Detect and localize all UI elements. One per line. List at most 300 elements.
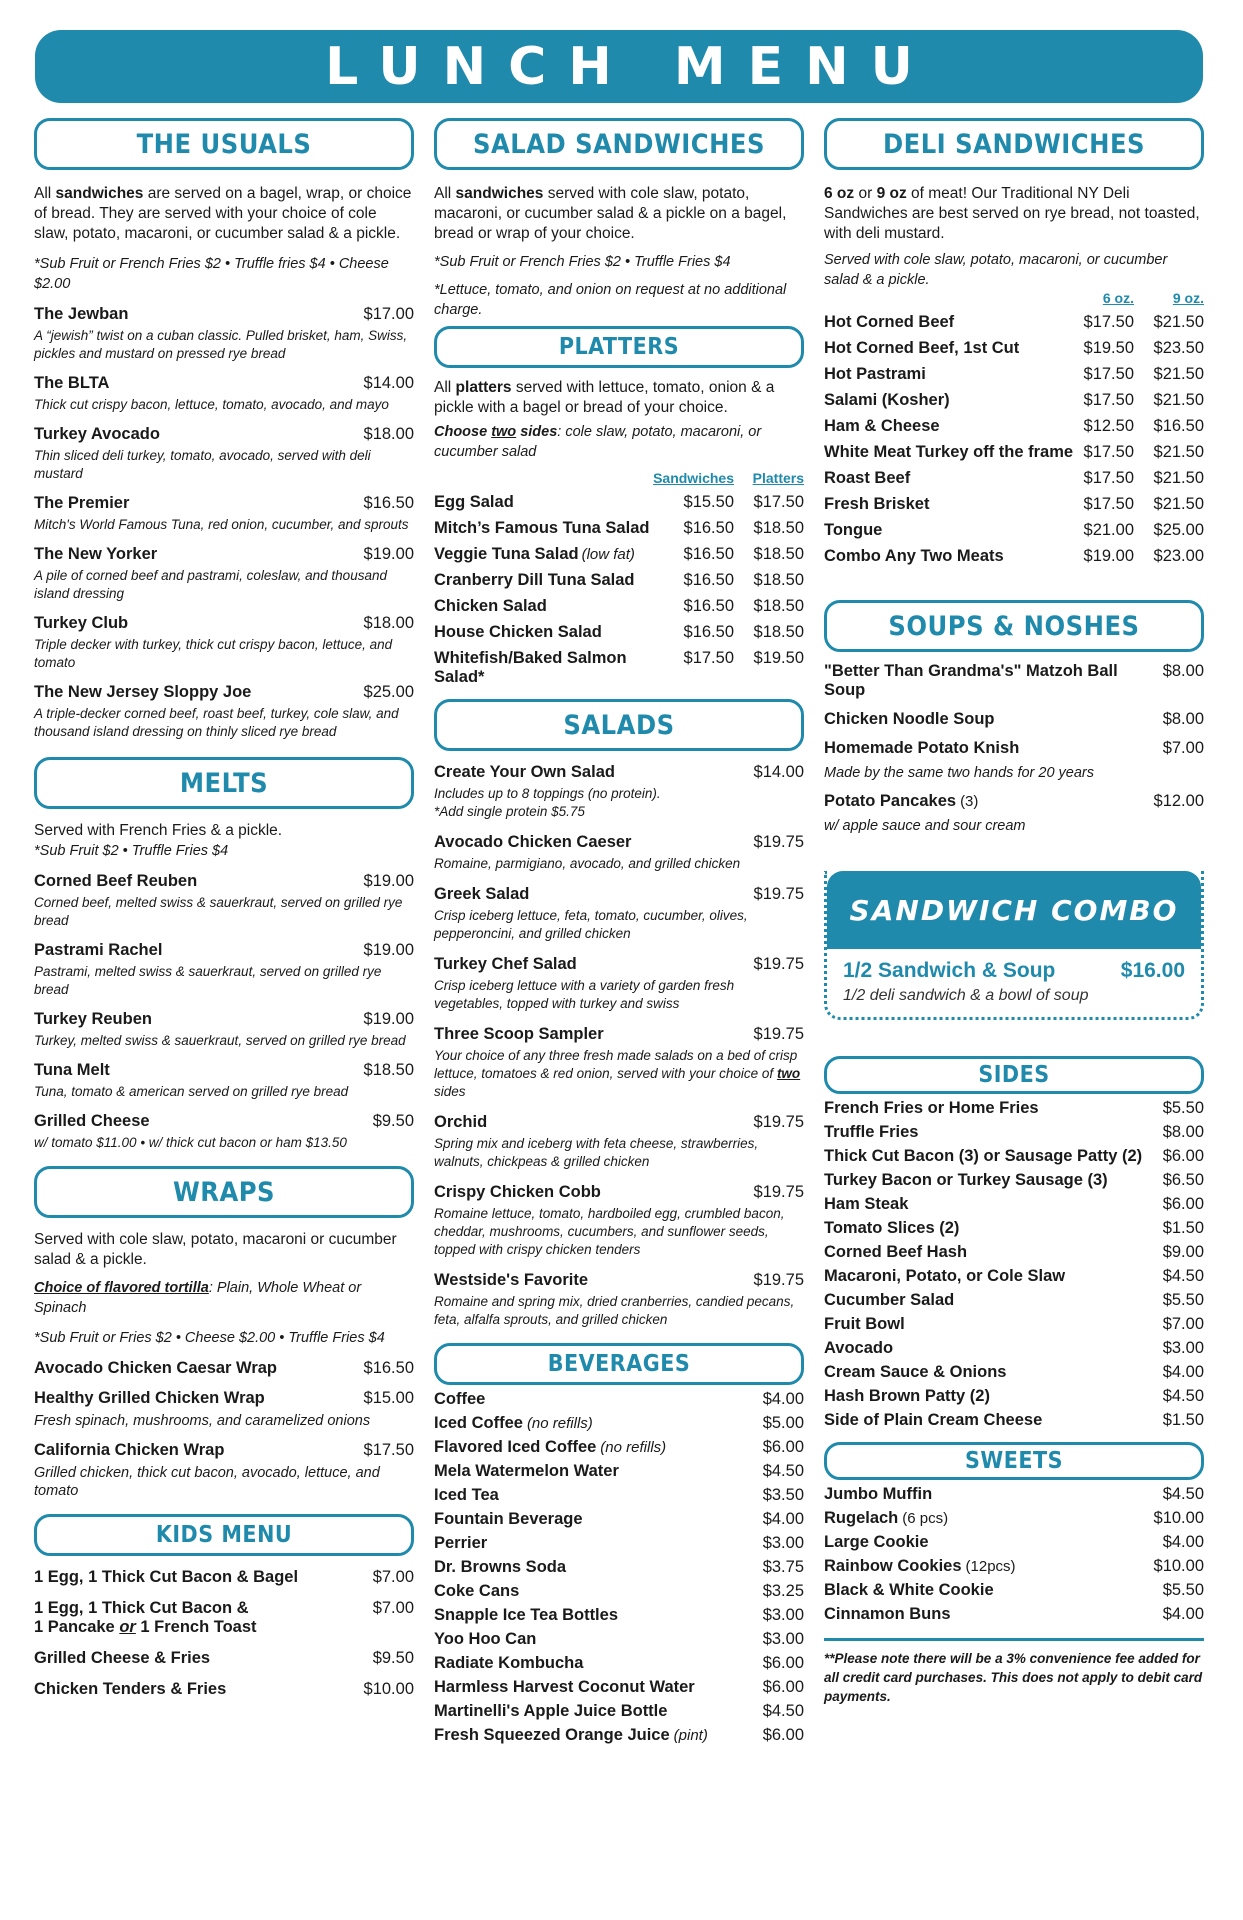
item-price-large: $18.50 [753, 597, 804, 615]
menu-item [434, 545, 804, 564]
item-row [34, 545, 414, 564]
item-name [434, 1414, 593, 1433]
item-name [824, 1339, 893, 1358]
item-price: $8.00 [1162, 662, 1204, 680]
item-price: $17.50 [363, 1441, 414, 1459]
beverages-heading: BEVERAGES [434, 1343, 804, 1385]
item-row [34, 374, 414, 393]
menu-item [434, 1654, 804, 1673]
item-price: $19.75 [753, 1025, 804, 1043]
deli-column-headers [824, 290, 1204, 306]
item-price: $12.00 [1153, 792, 1204, 810]
item-price: $8.00 [1162, 710, 1204, 728]
item-price: $6.00 [1162, 1147, 1204, 1165]
item-name-text: Avocado Chicken Caeser [434, 833, 632, 851]
item-name-text: Martinelli's Apple Juice Bottle [434, 1702, 668, 1720]
item-name [34, 1112, 150, 1131]
item-name-text: Thick Cut Bacon (3) or Sausage Patty (2) [824, 1147, 1143, 1165]
item-row [434, 1462, 804, 1481]
item-name [434, 1534, 487, 1553]
item-name [824, 1533, 929, 1552]
item-prices [1074, 339, 1204, 358]
item-name [434, 493, 514, 512]
menu-item [434, 1486, 804, 1505]
item-name [434, 649, 674, 687]
item-price: $3.00 [1162, 1339, 1204, 1357]
item-name-text: Ham & Cheese [824, 417, 940, 435]
column-left [34, 118, 414, 1699]
item-price-large: $18.50 [753, 623, 804, 641]
item-description-text: Pastrami, melted swiss & sauerkraut, served on grilled rye bread [34, 964, 382, 997]
item-name-text: Iced Coffee [434, 1414, 523, 1432]
item-name [824, 1315, 905, 1334]
item-description-text: Tuna, tomato & american served on grilled rye bread [34, 1084, 349, 1099]
item-name-line2 [34, 1618, 414, 1637]
item-name-text: Tomato Slices (2) [824, 1219, 960, 1237]
item-description-text: A “jewish” twist on a cuban classic. Pulled brisket, ham, Swiss, pickles and mustard on pressed rye bread [34, 328, 408, 361]
item-name-text: 1 Egg, 1 Thick Cut Bacon & [34, 1599, 249, 1617]
item-name [824, 1557, 1016, 1576]
menu-item [434, 623, 804, 642]
item-name [34, 494, 129, 513]
item-price-large: $21.50 [1153, 443, 1204, 461]
item-prices [1074, 469, 1204, 488]
item-name-text: Jumbo Muffin [824, 1485, 933, 1503]
item-qualifier: (no refills) [526, 1415, 593, 1432]
item-name [434, 1558, 566, 1577]
item-description-text: Thick cut crispy bacon, lettuce, tomato, avocado, and mayo [34, 397, 389, 412]
item-name-text: Hot Corned Beef, 1st Cut [824, 339, 1020, 357]
menu-item [34, 1599, 414, 1637]
item-price: $19.75 [753, 955, 804, 973]
item-name [434, 1183, 601, 1202]
menu-item [434, 1558, 804, 1577]
item-name [824, 547, 1004, 566]
item-name-text: Mitch’s Famous Tuna Salad [434, 519, 650, 537]
combo-name: 1/2 Sandwich & Soup [843, 959, 1056, 982]
item-row [824, 1605, 1204, 1624]
item-name-or: or [119, 1618, 136, 1636]
menu-item [434, 833, 804, 873]
menu-item [34, 1112, 414, 1152]
item-price-small: $16.50 [683, 597, 734, 615]
menu-item [824, 1557, 1204, 1576]
item-price: $14.00 [753, 763, 804, 781]
menu-item [434, 1582, 804, 1601]
item-row [824, 1267, 1204, 1286]
item-name-text: Snapple Ice Tea Bottles [434, 1606, 618, 1624]
item-description [434, 1205, 804, 1259]
item-row [824, 1339, 1204, 1358]
item-prices [674, 519, 804, 538]
item-name-text: Hot Corned Beef [824, 313, 955, 331]
item-qualifier: (6 pcs) [902, 1510, 949, 1527]
item-name [824, 1123, 918, 1142]
menu-item [434, 1414, 804, 1433]
item-description-text: Turkey, melted swiss & sauerkraut, served on grilled rye bread [34, 1033, 406, 1048]
item-row [34, 1649, 414, 1668]
menu-item [824, 662, 1204, 700]
menu-item [34, 941, 414, 999]
item-price-large: $21.50 [1153, 495, 1204, 513]
item-name-text: Side of Plain Cream Cheese [824, 1411, 1043, 1429]
item-price: $4.00 [1162, 1363, 1204, 1381]
item-name-text: The Premier [34, 494, 130, 512]
item-row [824, 662, 1204, 700]
wraps-heading: WRAPS [34, 1166, 414, 1218]
item-row [824, 1243, 1204, 1262]
item-name [434, 1438, 666, 1457]
item-name-text: Fresh Brisket [824, 495, 930, 513]
melts-list [34, 872, 414, 1152]
item-name-part: 1 French Toast [135, 1618, 257, 1636]
salad-sandwiches-heading: SALAD SANDWICHES [434, 118, 804, 170]
item-name-text: Fountain Beverage [434, 1510, 583, 1528]
item-name [434, 545, 635, 564]
item-name-text: Harmless Harvest Coconut Water [434, 1678, 695, 1696]
item-name [34, 941, 162, 960]
menu-item [824, 365, 1204, 384]
menu-item [434, 1726, 804, 1745]
menu-item [34, 1061, 414, 1101]
item-price: $6.00 [762, 1678, 804, 1696]
item-price: $19.00 [363, 941, 414, 959]
item-price: $19.75 [753, 833, 804, 851]
item-name [824, 1581, 994, 1600]
item-price-small: $16.50 [683, 571, 734, 589]
item-description [434, 977, 804, 1013]
menu-item [34, 1649, 414, 1668]
melts-note: *Sub Fruit $2 • Truffle Fries $4 [34, 843, 229, 859]
menu-item [34, 1568, 414, 1587]
usuals-heading: THE USUALS [34, 118, 414, 170]
item-name [434, 1582, 519, 1601]
item-name [824, 1195, 908, 1214]
item-price: $10.00 [1153, 1557, 1204, 1575]
platters-intro: All platters served with lettuce, tomato, onion & a pickle with a bagel or bread of your choice. [434, 379, 775, 416]
item-description [34, 894, 414, 930]
menu-item [434, 1025, 804, 1101]
item-row [824, 1387, 1204, 1406]
item-price: $15.00 [363, 1389, 414, 1407]
item-name [34, 1389, 265, 1408]
sides-heading: SIDES [824, 1056, 1204, 1094]
menu-item [824, 710, 1204, 729]
item-name [434, 1654, 583, 1673]
menu-item [434, 597, 804, 616]
item-description [434, 1047, 804, 1101]
item-name-text: Corned Beef Reuben [34, 872, 198, 890]
item-row [434, 1558, 804, 1577]
menu-item [824, 1485, 1204, 1504]
item-description-text: Fresh spinach, mushrooms, and caramelized onions [34, 1413, 371, 1429]
item-name [34, 1680, 226, 1699]
item-price: $1.50 [1162, 1411, 1204, 1429]
menu-item [434, 763, 804, 821]
item-price: $3.00 [762, 1606, 804, 1624]
item-name [824, 391, 950, 410]
menu-item [434, 649, 804, 687]
item-name-text: Fresh Squeezed Orange Juice [434, 1726, 670, 1744]
item-name [824, 1605, 951, 1624]
item-row [824, 1533, 1204, 1552]
item-price: $7.00 [1162, 1315, 1204, 1333]
item-description [434, 785, 804, 803]
item-name-text: Dr. Browns Soda [434, 1558, 567, 1576]
item-row [824, 1557, 1204, 1576]
item-qualifier: (12pcs) [965, 1558, 1016, 1575]
item-price: $4.50 [762, 1462, 804, 1480]
item-row [34, 1061, 414, 1080]
item-description-text: sides [434, 1084, 466, 1099]
item-description-text: Your choice of any three fresh made salads on a bed of crisp lettuce, tomatoes & red onion, served with your choice of [434, 1048, 798, 1081]
item-price-large: $25.00 [1153, 521, 1204, 539]
item-name-text: Combo Any Two Meats [824, 547, 1004, 565]
item-price: $5.50 [1162, 1291, 1204, 1309]
item-price-small: $17.50 [683, 649, 734, 667]
item-description-text: A triple-decker corned beef, roast beef, turkey, cole slaw, and thousand island dressing on thinly sliced rye bread [34, 706, 399, 739]
menu-item [824, 1387, 1204, 1406]
wraps-note: *Sub Fruit or Fries $2 • Cheese $2.00 • Truffle Fries $4 [34, 1330, 385, 1346]
item-row [824, 1219, 1204, 1238]
item-price: $5.50 [1162, 1099, 1204, 1117]
item-prices [674, 649, 804, 668]
item-row [824, 1581, 1204, 1600]
item-name-text: Chicken Salad [434, 597, 547, 615]
item-price: $16.50 [363, 1359, 414, 1377]
item-description-text: Spring mix and iceberg with feta cheese, strawberries, walnuts, chickpeas & grilled chicken [434, 1136, 759, 1169]
item-name-text: Roast Beef [824, 469, 911, 487]
item-price-small: $17.50 [1083, 443, 1134, 461]
menu-item [434, 519, 804, 538]
item-description [34, 1134, 414, 1152]
item-row [34, 1680, 414, 1699]
item-price: $25.00 [363, 683, 414, 701]
item-row [434, 885, 804, 904]
item-name-text: Veggie Tuna Salad [434, 545, 579, 563]
item-row [434, 1582, 804, 1601]
item-price-small: $17.50 [1083, 391, 1134, 409]
item-description [434, 1135, 804, 1171]
item-row [824, 1123, 1204, 1142]
item-name [824, 1509, 948, 1528]
item-row [34, 494, 414, 513]
salad-sandwiches-intro: All sandwiches served with cole slaw, potato, macaroni, or cucumber salad & a pickle on a bagel, bread or wrap of your choice. [434, 185, 787, 242]
item-row [434, 1630, 804, 1649]
item-description [34, 567, 414, 603]
item-name [434, 1726, 708, 1745]
item-row [824, 1195, 1204, 1214]
item-name [434, 623, 602, 642]
item-row [34, 1599, 414, 1618]
menu-item [434, 1606, 804, 1625]
item-description-text: Romaine and spring mix, dried cranberries, candied pecans, feta, alfalfa sprouts, and grilled chicken [434, 1294, 795, 1327]
item-row [824, 1509, 1204, 1528]
item-price: $4.00 [1162, 1605, 1204, 1623]
item-name-text: Large Cookie [824, 1533, 929, 1551]
menu-item [434, 885, 804, 943]
item-description-text: Thin sliced deli turkey, tomato, avocado, served with deli mustard [34, 448, 371, 481]
item-name-text: Grilled Cheese & Fries [34, 1649, 211, 1667]
item-price: $3.00 [762, 1534, 804, 1552]
item-name [434, 1630, 536, 1649]
item-name [434, 763, 615, 782]
item-row [824, 792, 1204, 811]
deli-list [824, 313, 1204, 566]
item-description [434, 907, 804, 943]
item-description-text: Crisp iceberg lettuce with a variety of garden fresh vegetables, topped with turkey and swiss [434, 978, 735, 1011]
item-price: $4.50 [1162, 1267, 1204, 1285]
menu-item [434, 1390, 804, 1409]
item-price: $4.50 [1162, 1387, 1204, 1405]
item-description [34, 1464, 414, 1500]
item-name-part: 1 Pancake [34, 1618, 120, 1636]
menu-item [434, 571, 804, 590]
item-price: $16.50 [363, 494, 414, 512]
item-prices [1074, 521, 1204, 540]
item-name [434, 1462, 619, 1481]
soups-heading: SOUPS & NOSHES [824, 600, 1204, 652]
item-price-large: $21.50 [1153, 469, 1204, 487]
item-name-text: Three Scoop Sampler [434, 1025, 604, 1043]
item-qualifier: (3) [960, 793, 979, 810]
item-name-text: Salami (Kosher) [824, 391, 950, 409]
item-name [434, 1510, 583, 1529]
item-description [824, 764, 1204, 782]
item-price-small: $17.50 [1083, 313, 1134, 331]
item-price: $7.00 [372, 1599, 414, 1617]
item-name-text: Radiate Kombucha [434, 1654, 584, 1672]
item-row [824, 1291, 1204, 1310]
item-row [434, 1486, 804, 1505]
salad-sandwiches-note2: *Lettuce, tomato, and onion on request at no additional charge. [434, 282, 787, 318]
platters-col-sandwiches: Sandwiches [653, 470, 734, 486]
item-name-text: Iced Tea [434, 1486, 499, 1504]
item-name [34, 1441, 224, 1460]
platters-list [434, 493, 804, 687]
item-row [434, 1390, 804, 1409]
item-description-text: Romaine, parmigiano, avocado, and grilled chicken [434, 856, 741, 871]
item-prices [1074, 391, 1204, 410]
item-row [34, 305, 414, 324]
item-name [824, 417, 940, 436]
platters-column-headers [434, 470, 804, 486]
item-name [824, 1411, 1042, 1430]
item-price: $19.75 [753, 885, 804, 903]
item-price: $19.75 [753, 1271, 804, 1289]
combo-price: $16.00 [1120, 959, 1185, 982]
item-price-large: $21.50 [1153, 391, 1204, 409]
item-name-text: Homemade Potato Knish [824, 739, 1020, 757]
item-name [434, 1702, 667, 1721]
item-name-text: Whitefish/Baked Salmon Salad* [434, 649, 627, 686]
item-price: $17.00 [363, 305, 414, 323]
menu-item [34, 425, 414, 483]
item-qualifier: (no refills) [600, 1439, 667, 1456]
usuals-intro: All sandwiches are served on a bagel, wrap, or choice of bread. They are served with your choice of cole slaw, potato, macaroni, or cucumber salad & a pickle. [34, 185, 412, 242]
item-name-text: Westside's Favorite [434, 1271, 589, 1289]
deli-heading: DELI SANDWICHES [824, 118, 1204, 170]
item-name-text: Greek Salad [434, 885, 530, 903]
menu-item [824, 391, 1204, 410]
item-name-text: The New Yorker [34, 545, 158, 563]
item-row [434, 1025, 804, 1044]
item-price: $9.00 [1162, 1243, 1204, 1261]
item-name-text: Healthy Grilled Chicken Wrap [34, 1389, 265, 1407]
menu-item [824, 1411, 1204, 1430]
item-name [34, 425, 160, 444]
item-row [34, 872, 414, 891]
item-row [434, 1438, 804, 1457]
item-price: $14.00 [363, 374, 414, 392]
item-name [824, 662, 1163, 700]
combo-heading: SANDWICH COMBO [827, 871, 1201, 949]
item-description [34, 447, 414, 483]
menu-item [824, 469, 1204, 488]
item-price: $7.00 [372, 1568, 414, 1586]
item-name [824, 1243, 967, 1262]
item-row [434, 1678, 804, 1697]
item-name-text: Macaroni, Potato, or Cole Slaw [824, 1267, 1066, 1285]
item-price: $5.00 [762, 1414, 804, 1432]
item-price-large: $21.50 [1153, 313, 1204, 331]
item-name [824, 1485, 932, 1504]
item-row [434, 955, 804, 974]
item-description-extra: *Add single protein $5.75 [434, 804, 585, 819]
item-name [824, 521, 882, 540]
usuals-list [34, 305, 414, 741]
item-name [824, 1387, 990, 1406]
item-name [434, 833, 631, 852]
item-description [824, 817, 1204, 835]
item-prices [674, 545, 804, 564]
item-description [34, 963, 414, 999]
item-name [824, 339, 1019, 358]
item-name-text: Black & White Cookie [824, 1581, 994, 1599]
salads-list [434, 763, 804, 1329]
menu-item [824, 1123, 1204, 1142]
menu-item [824, 1581, 1204, 1600]
menu-item [824, 1243, 1204, 1262]
menu-item [824, 1195, 1204, 1214]
item-name [824, 495, 929, 514]
menu-item [34, 305, 414, 363]
item-name [34, 374, 109, 393]
menu-title-banner [35, 30, 1203, 103]
item-description [434, 855, 804, 873]
item-price: $4.00 [762, 1390, 804, 1408]
item-description-text: Romaine lettuce, tomato, hardboiled egg, crumbled bacon, cheddar, mushrooms, cucumbers, and sunflower seeds, topped with crispy chicken tenders [434, 1206, 785, 1257]
item-price: $3.00 [762, 1630, 804, 1648]
item-row [824, 1363, 1204, 1382]
menu-item [824, 792, 1204, 835]
usuals-note: *Sub Fruit or French Fries $2 • Truffle fries $4 • Cheese $2.00 [34, 256, 389, 292]
item-name-text: Corned Beef Hash [824, 1243, 968, 1261]
item-price: $6.00 [762, 1654, 804, 1672]
deli-note: Served with cole slaw, potato, macaroni, or cucumber salad & a pickle. [824, 252, 1168, 288]
item-name-text: House Chicken Salad [434, 623, 602, 641]
item-name-text: Chicken Tenders & Fries [34, 1680, 227, 1698]
item-description [34, 1412, 414, 1430]
item-price-small: $17.50 [1083, 469, 1134, 487]
menu-item [434, 955, 804, 1013]
menu-item [34, 1359, 414, 1378]
wraps-list [34, 1359, 414, 1500]
item-description-text: Corned beef, melted swiss & sauerkraut, served on grilled rye bread [34, 895, 403, 928]
item-name-text: Rainbow Cookies [824, 1557, 962, 1575]
item-name [434, 519, 649, 538]
item-name-text: Egg Salad [434, 493, 514, 511]
